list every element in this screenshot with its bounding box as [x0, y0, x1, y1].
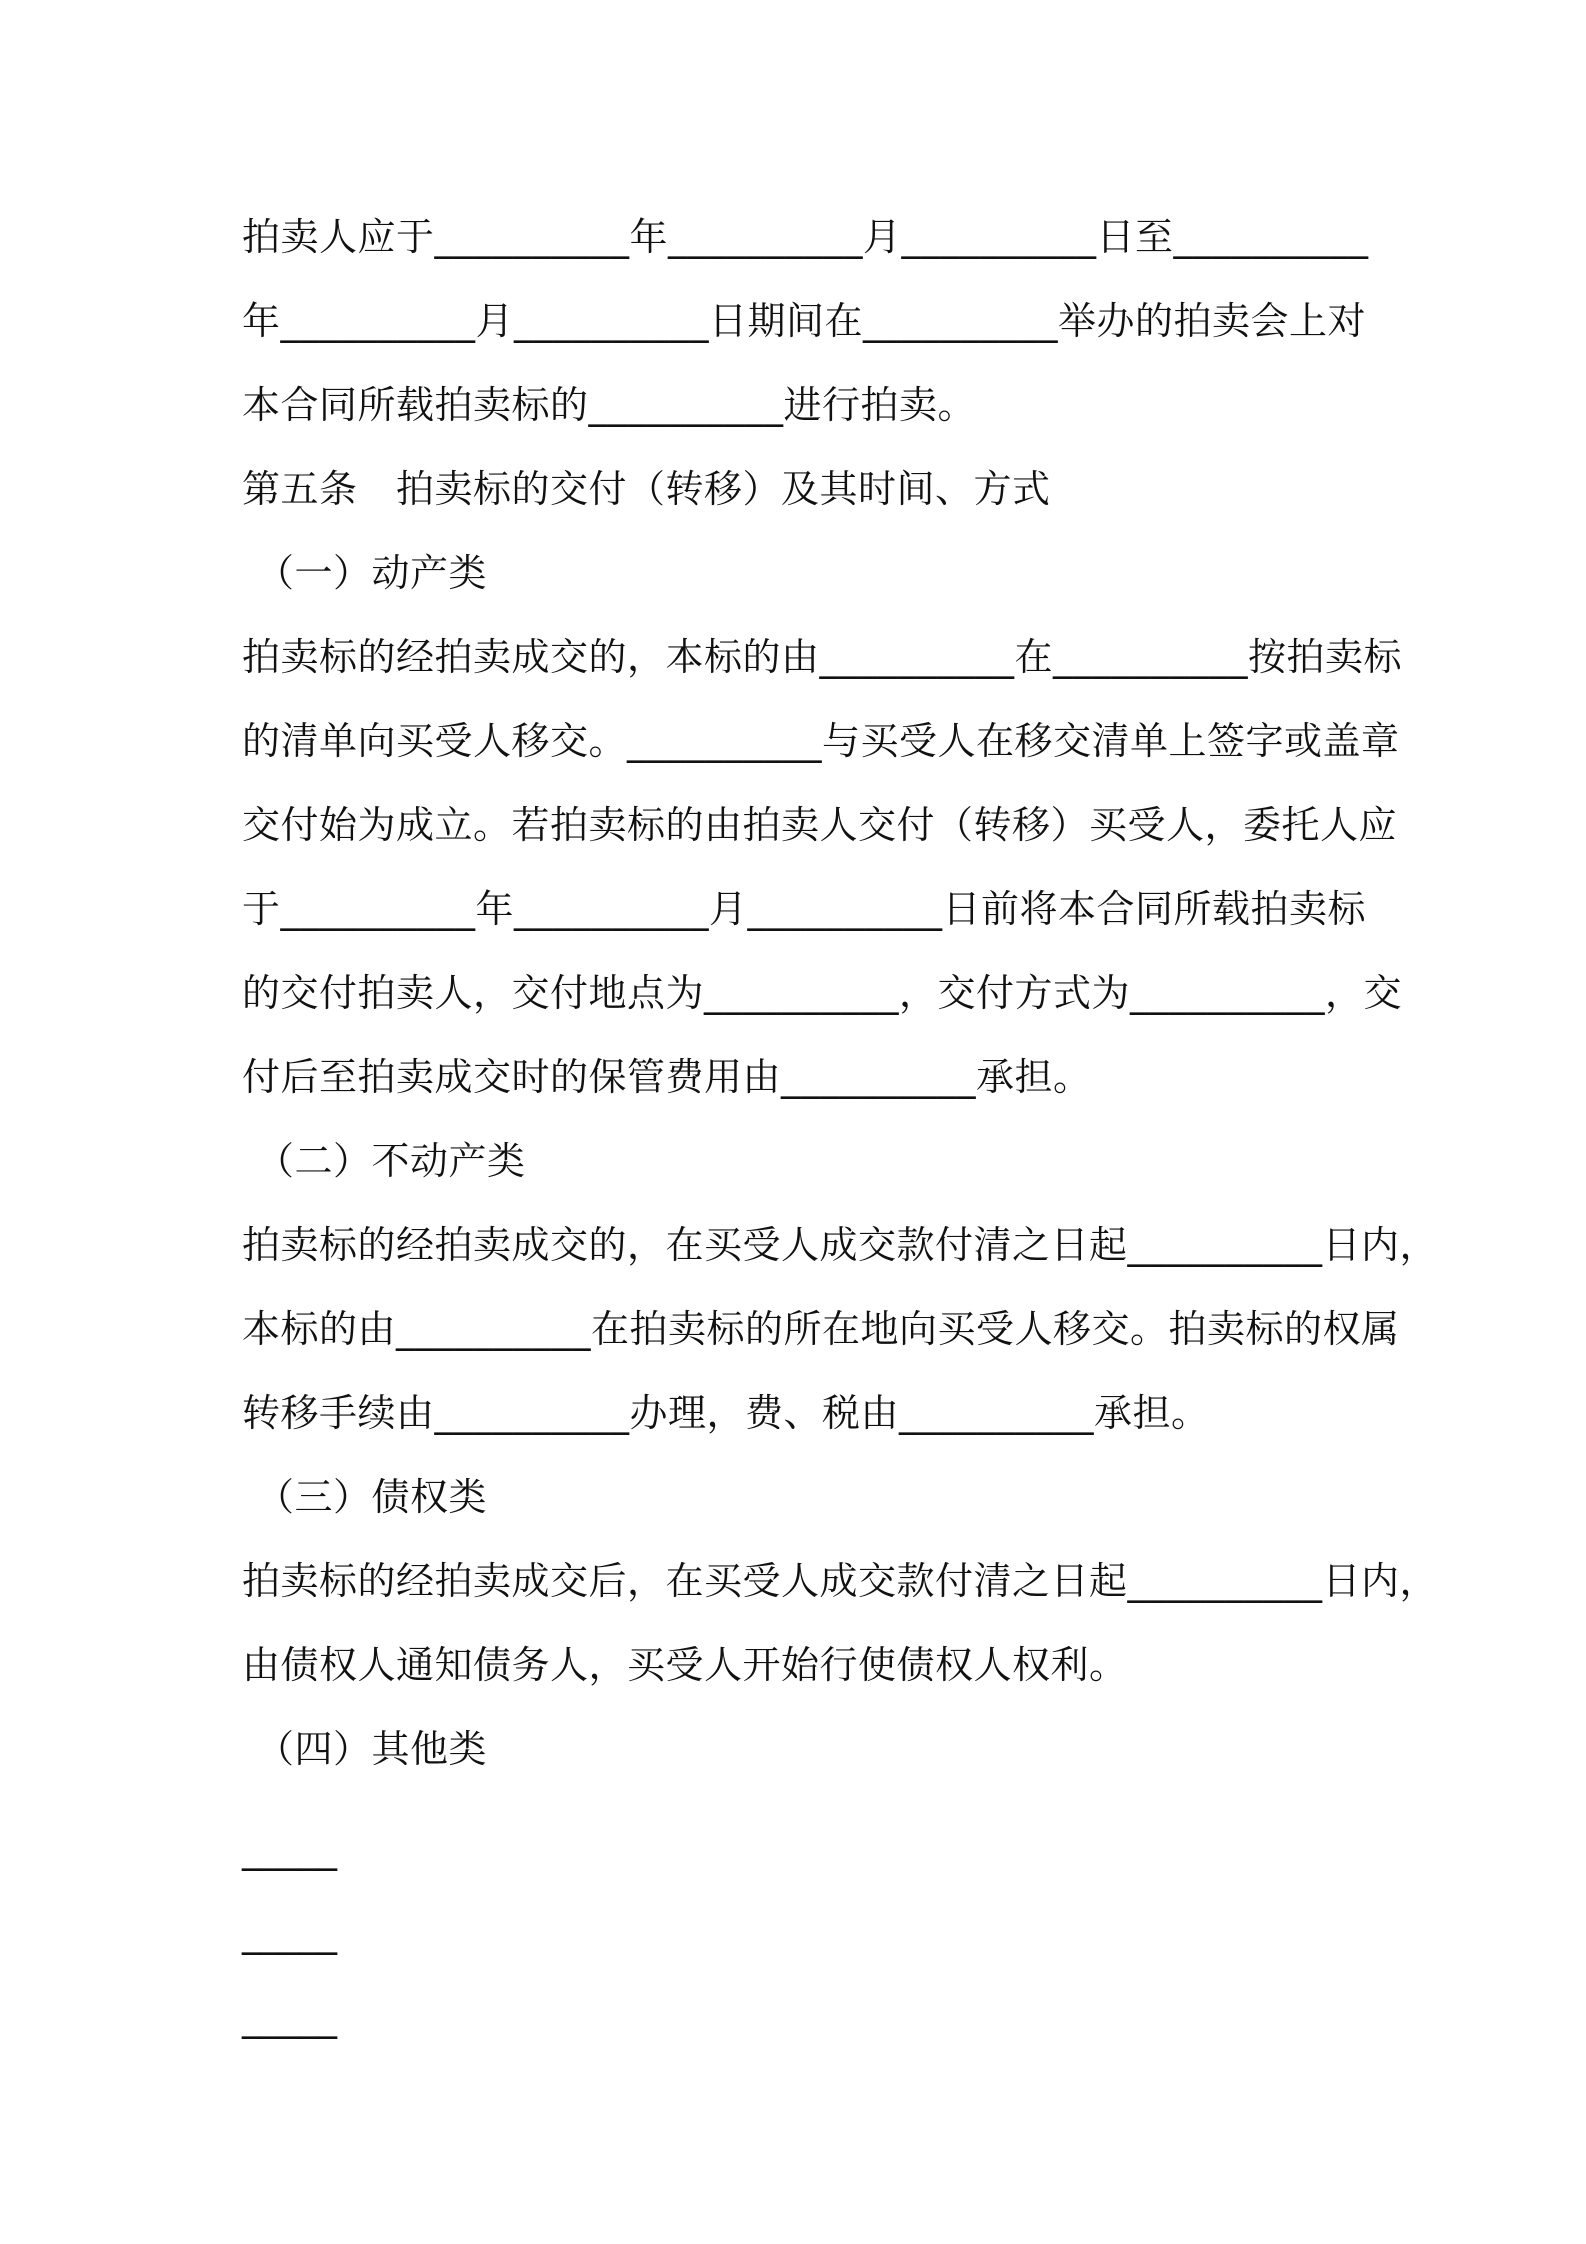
article-5-heading: 第五条 拍卖标的交付（转移）及其时间、方式 — [242, 467, 1051, 511]
text-line-10: 的交付拍卖人，交付地点为__________，交付方式为__________，交 — [242, 971, 1403, 1015]
text-line-13: 拍卖标的经拍卖成交的，在买受人成交款付清之日起__________日内， — [242, 1223, 1439, 1267]
fill-blank-line-2: _____ — [242, 1911, 337, 1955]
text-line-9: 于__________年__________月__________日前将本合同所载拍卖标 — [242, 887, 1367, 931]
section-claims-heading: （三）债权类 — [256, 1475, 488, 1519]
spacer — [242, 1791, 1362, 1807]
text-line-11: 付后至拍卖成交时的保管费用由__________承担。 — [242, 1055, 1092, 1099]
text-line-3: 本合同所载拍卖标的__________进行拍卖。 — [242, 383, 977, 427]
text-line-15: 转移手续由__________办理，费、税由__________承担。 — [242, 1391, 1210, 1435]
text-line-6: 拍卖标的经拍卖成交的，本标的由__________在__________按拍卖标 — [242, 635, 1403, 679]
fill-blank-line-3: _____ — [242, 1995, 337, 2039]
document-page — [242, 195, 1439, 2059]
text-line-8: 交付始为成立。若拍卖标的由拍卖人交付（转移）买受人，委托人应 — [242, 803, 1398, 847]
section-immovable-heading: （二）不动产类 — [256, 1139, 526, 1183]
text-line-14: 本标的由__________在拍卖标的所在地向买受人移交。拍卖标的权属 — [242, 1307, 1400, 1351]
text-line-18: 由债权人通知债务人，买受人开始行使债权人权利。 — [242, 1643, 1128, 1687]
fill-blank-line-1: _____ — [242, 1827, 337, 1871]
text-line-2: 年__________月__________日期间在__________举办的拍卖会上对 — [242, 299, 1367, 343]
section-movable-heading: （一）动产类 — [256, 551, 488, 595]
text-line-17: 拍卖标的经拍卖成交后，在买受人成交款付清之日起__________日内， — [242, 1559, 1439, 1603]
section-other-heading: （四）其他类 — [256, 1727, 488, 1771]
text-line-1: 拍卖人应于__________年__________月__________日至__________ — [242, 215, 1369, 259]
text-line-7: 的清单向买受人移交。__________与买受人在移交清单上签字或盖章 — [242, 719, 1400, 763]
